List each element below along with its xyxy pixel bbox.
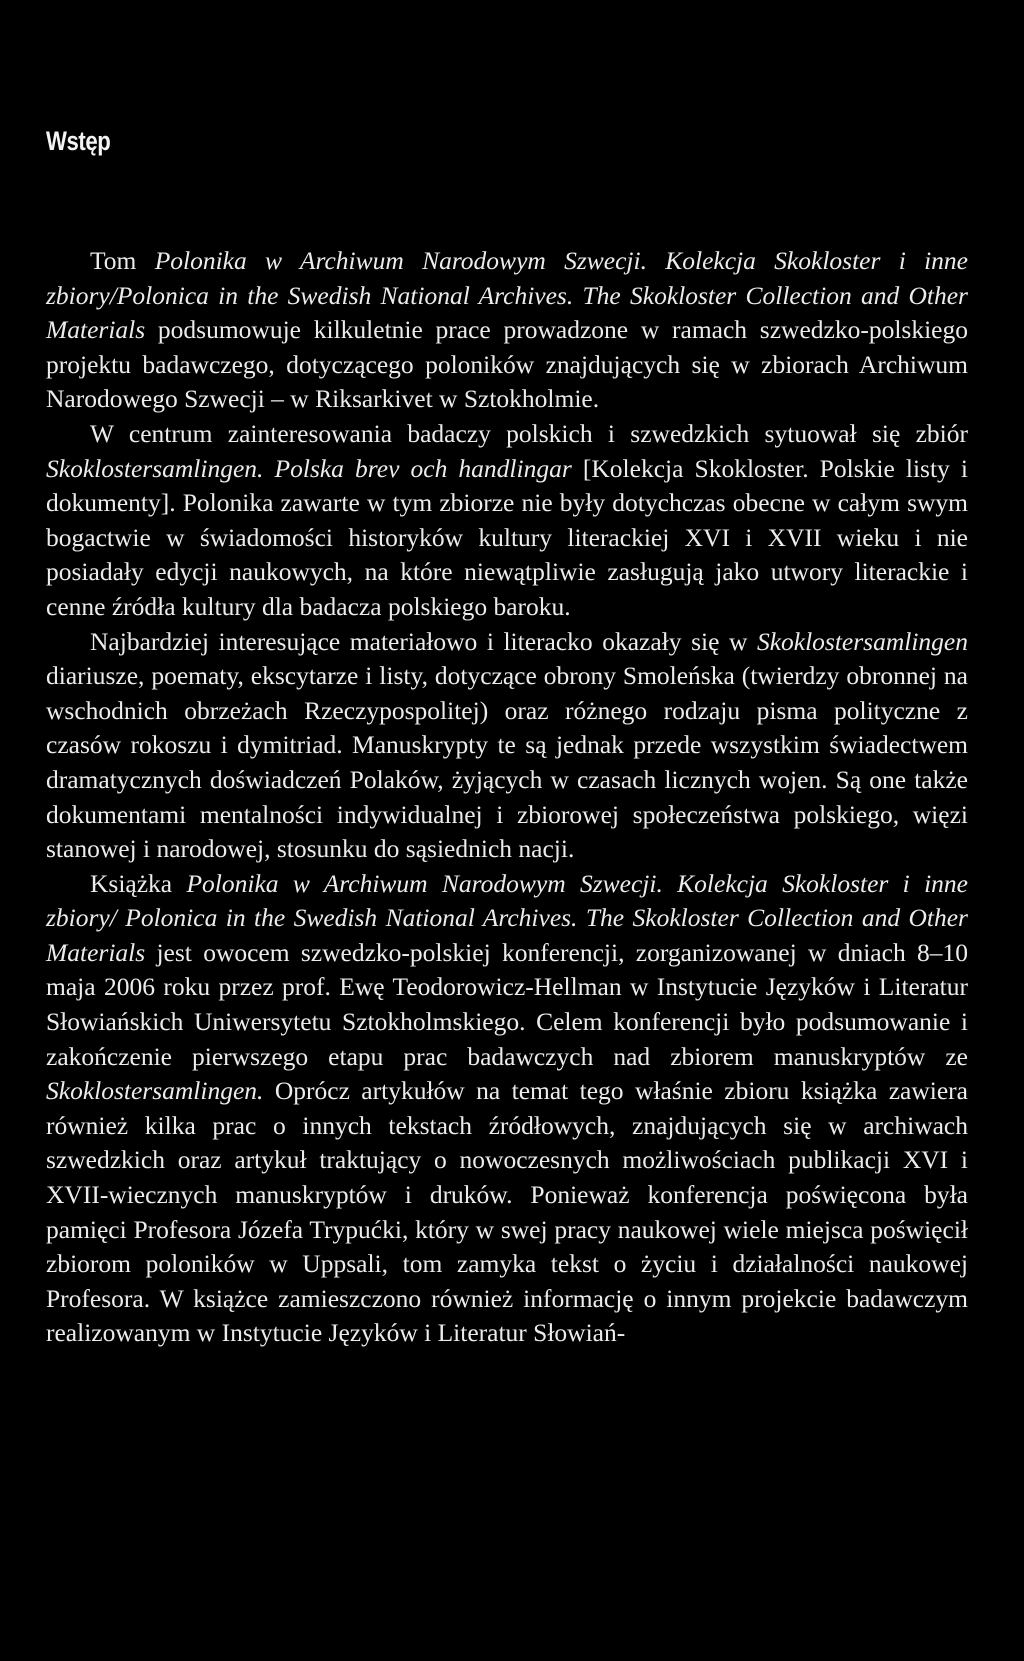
text-run: diariusze, poematy, ekscytarze i listy, dotyczące obrony Smoleńska (twierdzy obronnej na wschodnich obrzeżach Rzeczypospolitej) oraz różnego rodzaju pisma polityczne z czasów rokoszu i dymitriad. Manuskrypty te są jednak przede wszystkim świadectwem dramatycznych doświadczeń Polaków, żyjących w czasach licznych wojen. Są one także dokumentami mentalności indywidualnej i zbiorowej społeczeństwa polskiego, więzi stanowej i narodowej, stosunku do sąsiednich nacji. — [46, 661, 968, 864]
text-run: Książka — [90, 868, 187, 898]
text-run: podsumowuje kilkuletnie prace prowadzone w ramach szwedzko-polskiego projektu badawczego, dotyczącego poloników znajdujących się w zbiorach Archiwum Narodowego Szwecji – w Riksarkivet w Sztokholmie. — [46, 315, 968, 414]
text-run: [Kolekcja Skokloster. Polskie listy i dokumenty]. Polonika zawarte w tym zbiorze nie były dotychczas obecne w całym swym bogactwie w świadomości historyków kultury literackiej XVI i XVII wieku i nie posiadały edycji naukowych, na które niewątpliwie zasługują jako utwory literackie i cenne źródła kultury dla badacza polskiego baroku. — [46, 453, 968, 621]
italic-text-run: Polonika w Archiwum Narodowym Szwecji. Kolekcja Skokloster i inne zbiory/Polonica in the Swedish National Archives. The Skokloster Collection and Other Materials — [46, 246, 968, 345]
italic-text-run: Polonika w Archiwum Narodowym Szwecji. Kolekcja Skokloster i inne zbiory/ Polonica in the Swedish National Archives. The Skokloster Collection and Other Materials — [46, 868, 968, 967]
text-run: Oprócz artykułów na temat tego właśnie zbioru książka zawiera również kilka prac o innych tekstach źródłowych, znajdujących się w archiwach szwedzkich oraz artykuł traktujący o nowoczesnych możliwościach publikacji XVI i XVII-wiecznych manuskryptów i druków. Ponieważ konferencja poświęcona była pamięci Profesora Józefa Trypućki, który w swej pracy naukowej wiele miejsca poświęcił zbiorom poloników w Uppsali, tom zamyka tekst o życiu i działalności naukowej Profesora. W książce zamieszczono również informację o innym projekcie badawczym realizowanym w Instytucie Języków i Literatur Słowiań- — [46, 1076, 968, 1348]
text-run: W centrum zainteresowania badaczy polskich i szwedzkich sytuował się zbiór — [90, 418, 968, 448]
text-run: jest owocem szwedzko-polskiej konferencji, zorganizowanej w dniach 8–10 maja 2006 roku przez prof. Ewę Teodorowicz-Hellman w Instytucie Języków i Literatur Słowiańskich Uniwersytetu Sztokholmskiego. Celem konferencji było podsumowanie i zakończenie pierwszego etapu prac badawczych nad zbiorem manuskryptów ze — [46, 937, 968, 1071]
body-text — [46, 244, 968, 1351]
paragraph-2 — [46, 417, 968, 625]
italic-text-run: Skoklostersamlingen. Polska brev och handlingar — [46, 453, 572, 483]
paragraph-4 — [46, 867, 968, 1351]
italic-text-run: Skoklostersamlingen — [756, 626, 968, 656]
italic-text-run: Skoklostersamlingen. — [46, 1076, 264, 1106]
paragraph-1 — [46, 244, 968, 417]
section-heading: Wstęp — [46, 126, 111, 156]
paragraph-3 — [46, 625, 968, 867]
text-run: Tom — [90, 246, 155, 275]
text-run: Najbardziej interesujące materiałowo i literacko okazały się w — [90, 626, 757, 656]
